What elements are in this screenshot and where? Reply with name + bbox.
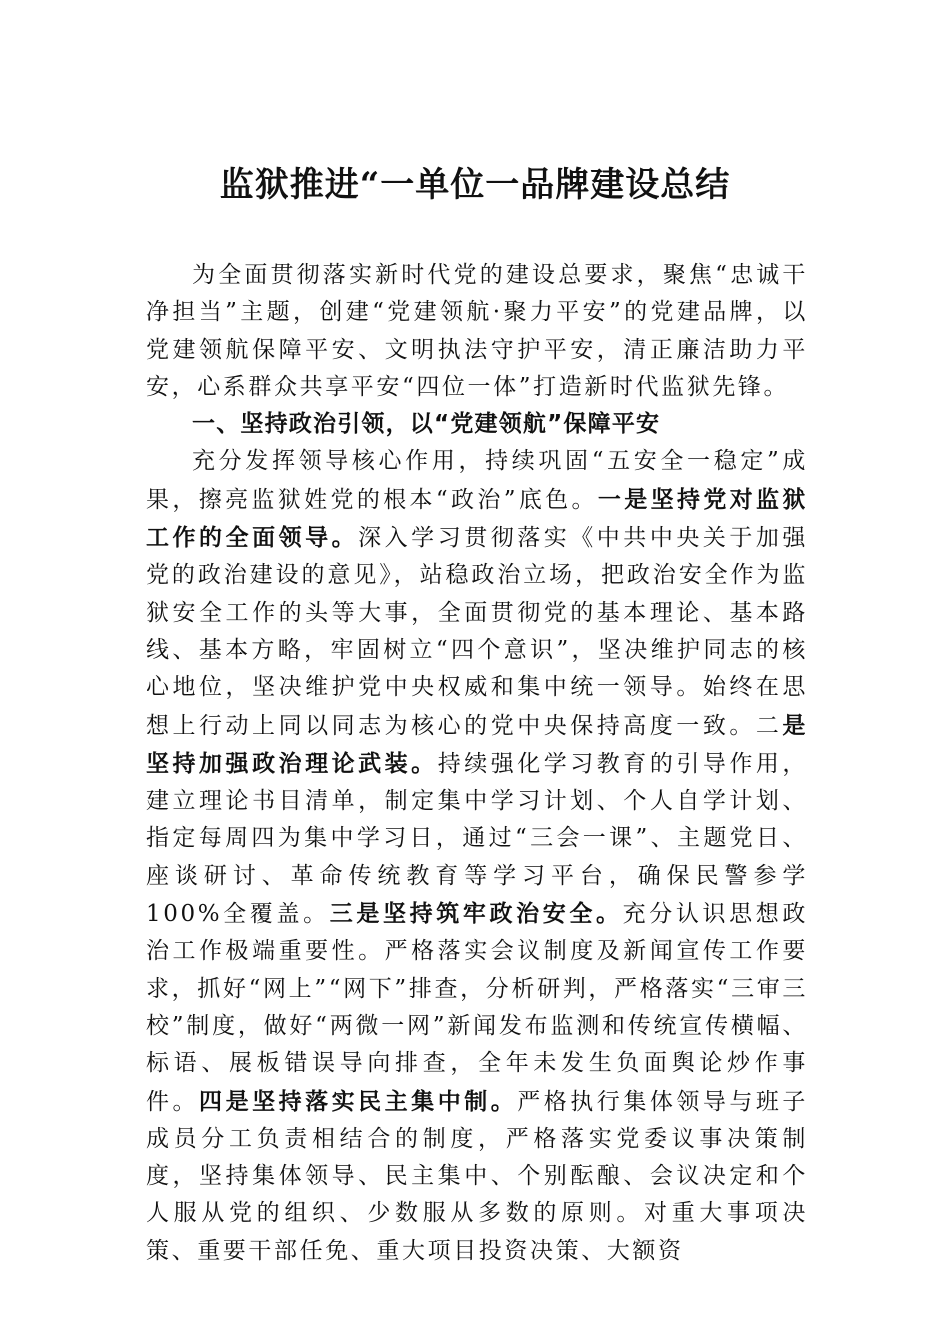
item2-prefix: 二 [755,712,783,739]
item2-bold-text: 是坚持加强政治理论武装。 [146,711,808,777]
section-heading: 一、坚持政治引领，以“党建领航”保障平安 [192,411,661,438]
paragraph-lead-text: 充分发挥领导核心作用，持续巩固“五安全一稳定”成果，擦亮监狱姓党的根本“政治”底色。 [146,448,808,513]
item3-text: 充分认识思想政治工作极端重要性。严格落实会议制度及新闻宣传工作要求，抓好“网上”“网下”排查，分析研判，严格落实“三审三校”制度，做好“两微一网”新闻发布监测和传统宣传横幅、标语、展板错误导向排查，全年未发生负面舆论炒作事件。 [146,901,808,1115]
intro-paragraph: 为全面贯彻落实新时代党的建设总要求，聚焦“忠诚干净担当”主题，创建“党建领航·聚力平安”的党建品牌，以党建领航保障平安、文明执法守护平安，清正廉洁助力平安，心系群众共享平安“四位一体”打造新时代监狱先锋。 [146,262,808,400]
document-title: 监狱推进“一单位一品牌建设总结 [219,165,731,205]
item1-bold-text: 一是坚持党对监狱工作的全面领导。 [146,485,808,552]
item1-text: 深入学习贯彻落实《中共中央关于加强党的政治建设的意见》，站稳政治立场，把政治安全作为监狱安全工作的头等大事，全面贯彻党的基本理论、基本路线、基本方略，牢固树立“四个意识”，坚决维护同志的核心地位，坚决维护党中央权威和集中统一领导。始终在思想上行动上同以同志为核心的党中央保持高度一致。 [146,525,808,739]
item4-bold-text: 四是坚持落实民主集中制。 [199,1087,518,1115]
section-paragraph [146,443,808,1270]
item4-text: 严格执行集体领导与班子成员分工负责相结合的制度，严格落实党委议事决策制度，坚持集体领导、民主集中、个别酝酿、会议决定和个人服从党的组织、少数服从多数的原则。对重大事项决策、重要干部任免、重大项目投资决策、大额资 [146,1088,809,1264]
item3-bold-text: 三是坚持筑牢政治安全。 [329,900,623,928]
document-body [146,257,808,1270]
item2-text: 持续强化学习教育的引导作用，建立理论书目清单，制定集中学习计划、个人自学计划、指定每周四为集中学习日，通过“三会一课”、主题党日、座谈研讨、革命传统教育等学习平台，确保民警参学100%全覆盖。 [146,750,808,928]
